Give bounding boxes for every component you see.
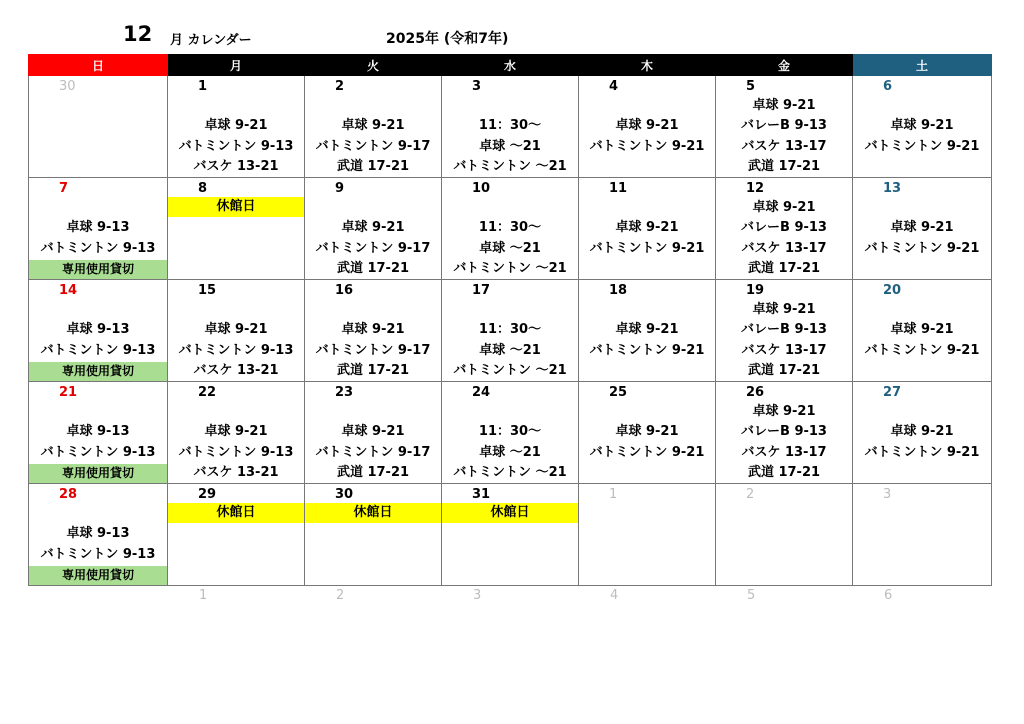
calendar-day-cell (442, 484, 579, 586)
calendar-day-cell (442, 280, 579, 382)
calendar-day-cell (442, 76, 579, 178)
calendar-day-cell (29, 382, 168, 484)
calendar-day-cell (579, 178, 716, 280)
schedule-entry: バスケ 13-17 (741, 445, 827, 460)
calendar-day-cell (305, 484, 442, 586)
schedule-entry: バスケ 13-21 (193, 363, 279, 378)
weekday-wednesday: 水 (442, 55, 579, 76)
day-number: 25 (609, 385, 628, 400)
weekday-friday: 金 (716, 55, 853, 76)
day-number: 29 (198, 487, 217, 502)
schedule-entry: 卓球 9-21 (890, 220, 954, 235)
calendar-day-cell (29, 178, 168, 280)
next-month-day-number: 5 (747, 588, 756, 603)
schedule-entry: 武道 17-21 (336, 261, 410, 276)
calendar-day-cell (579, 76, 716, 178)
schedule-entry: バトミントン ～21 (453, 363, 567, 378)
next-month-day-number: 3 (473, 588, 482, 603)
schedule-entry: バトミントン 9-13 (40, 547, 156, 562)
day-number: 2 (746, 487, 755, 502)
schedule-entry: バトミントン 9-17 (315, 241, 431, 256)
calendar-day-cell (716, 382, 853, 484)
schedule-entry: 卓球 ～21 (479, 343, 541, 358)
day-number: 19 (746, 283, 765, 298)
schedule-entry: バトミントン 9-21 (589, 139, 705, 154)
schedule-entry: バレーB 9-13 (741, 118, 827, 133)
day-number: 26 (746, 385, 765, 400)
calendar-day-cell (716, 178, 853, 280)
schedule-entry: 武道 17-21 (747, 363, 821, 378)
schedule-entry: 卓球 ～21 (479, 445, 541, 460)
schedule-entry: バレーB 9-13 (741, 322, 827, 337)
schedule-entry: 卓球 9-21 (615, 220, 679, 235)
calendar-day-cell (168, 382, 305, 484)
day-number: 12 (746, 181, 765, 196)
day-number: 3 (472, 79, 482, 94)
weekday-sunday: 日 (29, 55, 168, 76)
schedule-entry: 卓球 9-13 (66, 322, 130, 337)
schedule-entry: 卓球 9-21 (615, 424, 679, 439)
calendar-day-cell (442, 178, 579, 280)
schedule-entry: 卓球 9-21 (341, 220, 405, 235)
schedule-entry: 卓球 9-13 (66, 526, 130, 541)
weekday-thursday: 木 (579, 55, 716, 76)
schedule-entry: バトミントン 9-17 (315, 139, 431, 154)
weekday-header-row (29, 55, 992, 76)
day-number: 1 (609, 487, 618, 502)
closed-day-badge: 休館日 (305, 503, 441, 523)
schedule-entry: 卓球 9-21 (615, 322, 679, 337)
schedule-entry: 武道 17-21 (336, 363, 410, 378)
schedule-entry: バトミントン 9-21 (864, 139, 980, 154)
day-number: 30 (59, 79, 76, 94)
schedule-entry: バスケ 13-17 (741, 343, 827, 358)
schedule-entry: バトミントン 9-21 (864, 343, 980, 358)
schedule-entry: 卓球 9-21 (752, 404, 816, 419)
exclusive-use-badge: 専用使用貸切 (29, 566, 167, 585)
schedule-entry: 卓球 ～21 (479, 139, 541, 154)
weekday-saturday: 土 (853, 55, 992, 76)
weekday-monday: 月 (168, 55, 305, 76)
day-number: 6 (883, 79, 893, 94)
schedule-entry: バレーB 9-13 (741, 424, 827, 439)
calendar-day-cell (853, 178, 992, 280)
day-number: 21 (59, 385, 78, 400)
schedule-entry: 武道 17-21 (747, 465, 821, 480)
calendar-week-row (29, 382, 992, 484)
calendar-day-cell (168, 484, 305, 586)
schedule-entry: バトミントン 9-13 (40, 343, 156, 358)
schedule-entry: 卓球 9-21 (890, 118, 954, 133)
exclusive-use-badge: 専用使用貸切 (29, 362, 167, 381)
calendar-day-cell (305, 382, 442, 484)
schedule-entry: バレーB 9-13 (741, 220, 827, 235)
calendar-day-cell (305, 76, 442, 178)
day-number: 31 (472, 487, 491, 502)
day-number: 10 (472, 181, 491, 196)
day-number: 27 (883, 385, 902, 400)
calendar-day-cell (442, 382, 579, 484)
calendar-day-cell (29, 280, 168, 382)
schedule-entry: 武道 17-21 (336, 465, 410, 480)
calendar-day-cell (168, 178, 305, 280)
closed-day-badge: 休館日 (168, 197, 304, 217)
next-month-day-number: 2 (336, 588, 345, 603)
calendar-week-row (29, 76, 992, 178)
schedule-entry: 卓球 9-21 (890, 424, 954, 439)
day-number: 8 (198, 181, 208, 196)
day-number: 18 (609, 283, 628, 298)
schedule-entry: バトミントン ～21 (453, 465, 567, 480)
schedule-entry: 卓球 9-21 (204, 322, 268, 337)
schedule-entry: 卓球 9-21 (890, 322, 954, 337)
day-number: 1 (198, 79, 208, 94)
calendar-day-cell (716, 76, 853, 178)
day-number: 2 (335, 79, 345, 94)
schedule-entry: 卓球 9-13 (66, 424, 130, 439)
calendar-day-cell (29, 76, 168, 178)
calendar-day-cell (579, 382, 716, 484)
schedule-entry: バトミントン ～21 (453, 261, 567, 276)
schedule-entry: 卓球 9-21 (341, 322, 405, 337)
schedule-entry: 卓球 9-21 (204, 424, 268, 439)
calendar-day-cell (853, 484, 992, 586)
day-number: 4 (609, 79, 619, 94)
schedule-entry: バトミントン 9-17 (315, 343, 431, 358)
schedule-entry: 卓球 9-21 (341, 118, 405, 133)
schedule-entry: バスケ 13-21 (193, 465, 279, 480)
schedule-entry: バトミントン 9-21 (589, 241, 705, 256)
day-number: 5 (746, 79, 756, 94)
calendar-month: 12 (123, 22, 153, 46)
calendar-month-label: 月 カレンダー (170, 33, 252, 48)
day-number: 22 (198, 385, 217, 400)
schedule-entry: バトミントン 9-21 (864, 445, 980, 460)
day-number: 9 (335, 181, 345, 196)
calendar-day-cell (579, 484, 716, 586)
schedule-entry: バトミントン 9-21 (589, 343, 705, 358)
schedule-entry: バトミントン ～21 (453, 159, 567, 174)
calendar-day-cell (168, 280, 305, 382)
schedule-entry: バスケ 13-21 (193, 159, 279, 174)
calendar-day-cell (716, 280, 853, 382)
schedule-entry: 卓球 9-21 (615, 118, 679, 133)
schedule-entry: 卓球 9-21 (752, 200, 816, 215)
closed-day-badge: 休館日 (442, 503, 578, 523)
day-number: 17 (472, 283, 491, 298)
schedule-entry: バスケ 13-17 (741, 139, 827, 154)
schedule-entry: バトミントン 9-13 (40, 241, 156, 256)
calendar-year: 2025年 (令和7年) (386, 31, 509, 47)
day-number: 7 (59, 181, 69, 196)
day-number: 11 (609, 181, 628, 196)
next-month-day-number: 4 (610, 588, 619, 603)
schedule-entry: バトミントン 9-13 (178, 343, 294, 358)
exclusive-use-badge: 専用使用貸切 (29, 260, 167, 279)
schedule-entry: バトミントン 9-17 (315, 445, 431, 460)
calendar-week-row (29, 178, 992, 280)
schedule-entry: 武道 17-21 (336, 159, 410, 174)
day-number: 16 (335, 283, 354, 298)
calendar-day-cell (579, 280, 716, 382)
schedule-entry: バトミントン 9-13 (40, 445, 156, 460)
day-number: 30 (335, 487, 354, 502)
calendar-day-cell (305, 280, 442, 382)
calendar-grid (28, 54, 992, 586)
schedule-entry: 武道 17-21 (747, 261, 821, 276)
schedule-entry: 卓球 9-21 (204, 118, 268, 133)
schedule-entry: 11：30～ (478, 220, 542, 235)
calendar-week-row (29, 280, 992, 382)
schedule-entry: 卓球 9-21 (752, 98, 816, 113)
schedule-entry: 武道 17-21 (747, 159, 821, 174)
day-number: 23 (335, 385, 354, 400)
schedule-entry: バスケ 13-17 (741, 241, 827, 256)
calendar-day-cell (716, 484, 853, 586)
calendar-day-cell (29, 484, 168, 586)
schedule-entry: バトミントン 9-13 (178, 445, 294, 460)
exclusive-use-badge: 専用使用貸切 (29, 464, 167, 483)
day-number: 20 (883, 283, 902, 298)
day-number: 3 (883, 487, 892, 502)
day-number: 15 (198, 283, 217, 298)
next-month-day-number: 6 (884, 588, 893, 603)
calendar-day-cell (168, 76, 305, 178)
schedule-entry: 卓球 9-13 (66, 220, 130, 235)
schedule-entry: 11：30～ (478, 322, 542, 337)
day-number: 28 (59, 487, 78, 502)
closed-day-badge: 休館日 (168, 503, 304, 523)
calendar-day-cell (853, 280, 992, 382)
day-number: 14 (59, 283, 78, 298)
calendar-day-cell (305, 178, 442, 280)
schedule-entry: バトミントン 9-21 (864, 241, 980, 256)
next-month-day-number: 1 (199, 588, 208, 603)
schedule-entry: 11：30～ (478, 118, 542, 133)
schedule-entry: バトミントン 9-13 (178, 139, 294, 154)
day-number: 24 (472, 385, 491, 400)
calendar-week-row (29, 484, 992, 586)
calendar-day-cell (853, 76, 992, 178)
schedule-entry: 卓球 9-21 (341, 424, 405, 439)
schedule-entry: 卓球 9-21 (752, 302, 816, 317)
schedule-entry: バトミントン 9-21 (589, 445, 705, 460)
calendar-day-cell (853, 382, 992, 484)
weekday-tuesday: 火 (305, 55, 442, 76)
schedule-entry: 卓球 ～21 (479, 241, 541, 256)
schedule-entry: 11：30～ (478, 424, 542, 439)
day-number: 13 (883, 181, 902, 196)
